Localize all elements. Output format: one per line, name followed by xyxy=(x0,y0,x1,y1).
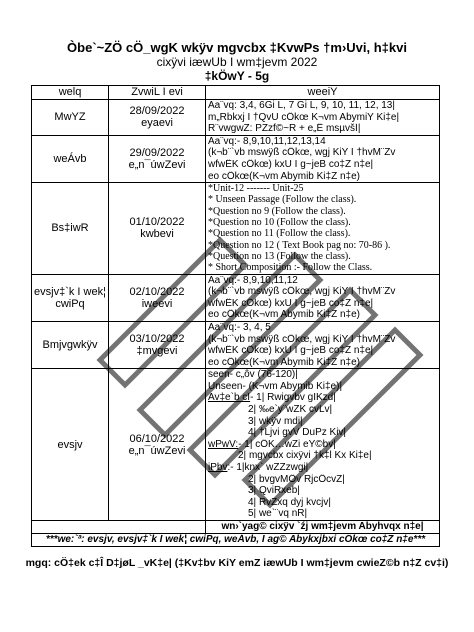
exam-date: 06/10/2022 xyxy=(129,432,185,445)
exam-day: e„n¯úwZevi xyxy=(128,158,186,171)
subject-name: weÁvb xyxy=(53,152,87,165)
syllabus-line: eo cÖkœ(K¬vm Abymib Ki‡Z n‡e) xyxy=(208,309,360,321)
syllabus-line: 2| ‰e`y¨wZK cvLv| xyxy=(248,404,333,416)
syllabus-cell xyxy=(206,135,440,182)
summary-empty-cell xyxy=(32,521,109,534)
syllabus-line: (k¬b¨`vb mswÿß cÖkœ, wgj KiY I †hvM¨Zv xyxy=(208,286,396,298)
syllabus-line: Aa¨vq: 3,4, 6Gi L, 7 Gi L, 9, 10, 11, 12, 13| xyxy=(208,100,395,111)
syllabus-line: *Question no 11 (Follow the class). xyxy=(208,228,351,240)
column-header-date: ZvwiL I evi xyxy=(109,86,206,100)
syllabus-line: *Question no 13 (Follow the class). xyxy=(208,250,351,262)
subject-cell xyxy=(32,369,109,521)
date-cell xyxy=(109,369,206,521)
syllabus-line: eo cÖkœ(K¬vm Abymib Ki‡Z n‡e) xyxy=(208,170,360,182)
date-cell xyxy=(109,100,206,136)
syllabus-cell xyxy=(206,321,440,368)
exam-date: 01/10/2022 xyxy=(129,216,185,229)
exam-date: 28/09/2022 xyxy=(129,105,185,118)
exam-date: 02/10/2022 xyxy=(129,285,185,298)
table-body xyxy=(32,100,440,521)
syllabus-line: 5| we`¨vq nR| xyxy=(248,508,308,520)
exam-routine-table xyxy=(31,85,440,547)
subject-cell xyxy=(32,321,109,368)
syllabus-line: 3| wkÿv mdi| xyxy=(248,415,303,427)
exam-day: ‡mvgevi xyxy=(136,345,178,358)
subject-name: evsjv‡`k I wek¦ xyxy=(34,285,106,298)
subject-cell xyxy=(32,135,109,182)
syllabus-line: *Question no 12 ( Text Book pag no: 70-86 ). xyxy=(208,239,391,251)
date-cell xyxy=(109,183,206,274)
note-text: ***we:`ª: evsjv, evsjv‡`k I wek¦ cwiPq, weÁvb, I ag© Abykxjbxi cÖkœ co‡Z n‡e*** xyxy=(32,534,440,547)
syllabus-cell xyxy=(206,183,440,274)
syllabus-line: m„Rbkxj I †QvU cÖkœ K¬vm AbymiY Ki‡e| xyxy=(208,111,400,123)
exam-day: eyaevi xyxy=(141,117,173,130)
table-row xyxy=(32,321,440,368)
syllabus-line: wfwËK cÖkœ) kxU I g~jeB co‡Z n‡e| xyxy=(208,297,374,309)
syllabus-line: Aa¨vq:- 8,9,10,11,12,13,14 xyxy=(208,135,326,147)
syllabus-line: 4| †Ljvi gvV DuPz Kiv| xyxy=(248,427,347,439)
syllabus-line: wfwËK cÖkœ) kxU I g~jeB co‡Z n‡e| xyxy=(208,158,374,170)
subject-name: MwYZ xyxy=(54,111,86,124)
exam-date: 03/10/2022 xyxy=(129,333,185,346)
table-row xyxy=(32,183,440,274)
summary-empty-cell xyxy=(109,521,206,534)
syllabus-line: (k¬b¨`vb mswÿß cÖkœ, wgj KiY I †hvM¨Zv xyxy=(208,147,396,159)
table-row xyxy=(32,274,440,321)
syllabus-cell xyxy=(206,274,440,321)
exam-title: cixÿvi iæwUb I wm‡jevm 2022 xyxy=(156,55,318,69)
syllabus-line: * Short Composition :- Follow the Class. xyxy=(208,262,373,274)
subject-name: Bs‡iwR xyxy=(51,222,89,235)
syllabus-line: iPbv:- 1|knx` wZZzwgi| xyxy=(208,462,309,474)
syllabus-line: *Question no 9 (Follow the class). xyxy=(208,205,346,217)
table-row xyxy=(32,135,440,182)
syllabus-line: Unseen- (K¬vm Abymib Ki‡e)| xyxy=(208,380,343,392)
syllabus-line: seen- c„ôv (76-120)| xyxy=(208,369,298,381)
class-label: ‡kÖwY - 5g xyxy=(204,69,270,83)
exam-date: 29/09/2022 xyxy=(129,146,185,159)
syllabus-line: 2| mgvcbx cixÿvi †k‡l Kx Ki‡e| xyxy=(238,450,372,462)
table-row xyxy=(32,369,440,521)
syllabus-line: *Question no 10 (Follow the class). xyxy=(208,217,351,229)
table-header-row xyxy=(32,86,440,100)
date-cell xyxy=(109,321,206,368)
syllabus-line: Aa¨vq:- 3, 4, 5 xyxy=(208,321,271,333)
syllabus-line: 4| RvZxq dyj kvcjv| xyxy=(248,496,331,508)
subject-cell xyxy=(32,274,109,321)
syllabus-line: 2| bvgvMÖv RjcÖcvZ| xyxy=(248,473,345,485)
column-header-subject: welq xyxy=(32,86,109,100)
subject-name: evsjv xyxy=(57,438,83,451)
footer-note: mgq: cÖ‡ek c‡Î D‡jøL _vK‡e| (‡Kv‡bv KiY emZ iæwUb I wm‡jevm cwieZ©b n‡Z cv‡i) xyxy=(25,557,449,569)
date-cell xyxy=(109,135,206,182)
subject-cell xyxy=(32,100,109,136)
table-row xyxy=(32,100,440,136)
syllabus-line: 3| QviRxeb| xyxy=(248,485,300,497)
subject-name: cwiPq xyxy=(55,297,85,310)
exam-day: iweevi xyxy=(141,297,173,310)
exam-day: kwbevi xyxy=(140,228,174,241)
syllabus-cell xyxy=(206,100,440,136)
syllabus-line: eo cÖkœ(K¬vm Abymib Ki‡Z n‡e) xyxy=(208,356,360,368)
exam-day: e„n¯úwZevi xyxy=(128,444,186,457)
syllabus-line: R¨vwgwZ: PZzf©~R + e„Ë msµvšÍ| xyxy=(208,123,361,135)
note-row xyxy=(32,534,440,547)
syllabus-line: Av‡e`b cÎ- 1| Rwigvbv gIKzd| xyxy=(208,392,336,404)
syllabus-line: * Unseen Passage (Follow the class). xyxy=(208,194,357,206)
date-cell xyxy=(109,274,206,321)
syllabus-cell xyxy=(206,369,440,521)
summary-text: wn›`yag© cixÿv `źj wm‡jevm Abyhvqx n‡e| xyxy=(206,521,440,534)
syllabus-line: (k¬b¨`vb mswÿß cÖkœ, wgj KiY I †hvM¨Zv xyxy=(208,333,396,345)
syllabus-line: wfwËK cÖkœ) kxU I g~jeB co‡Z n‡e| xyxy=(208,345,374,357)
syllabus-line: *Unit-12 ------- Unit-25 xyxy=(208,183,304,195)
column-header-details: weeiY xyxy=(206,86,440,100)
subject-name: Bmjvgwkÿv xyxy=(42,339,98,352)
summary-row xyxy=(32,521,440,534)
school-name: Òbe`~ZÖ cÖ_wgK wkÿv mgvcbx ‡KvwPs †m›Uvi, h‡kvi xyxy=(67,40,407,55)
syllabus-line: Aa¨vq:- 8,9,10,11,12 xyxy=(208,274,298,286)
syllabus-line: wPwV:- 1| cÖK…wZi eY©bv| xyxy=(208,438,336,450)
subject-cell xyxy=(32,183,109,274)
